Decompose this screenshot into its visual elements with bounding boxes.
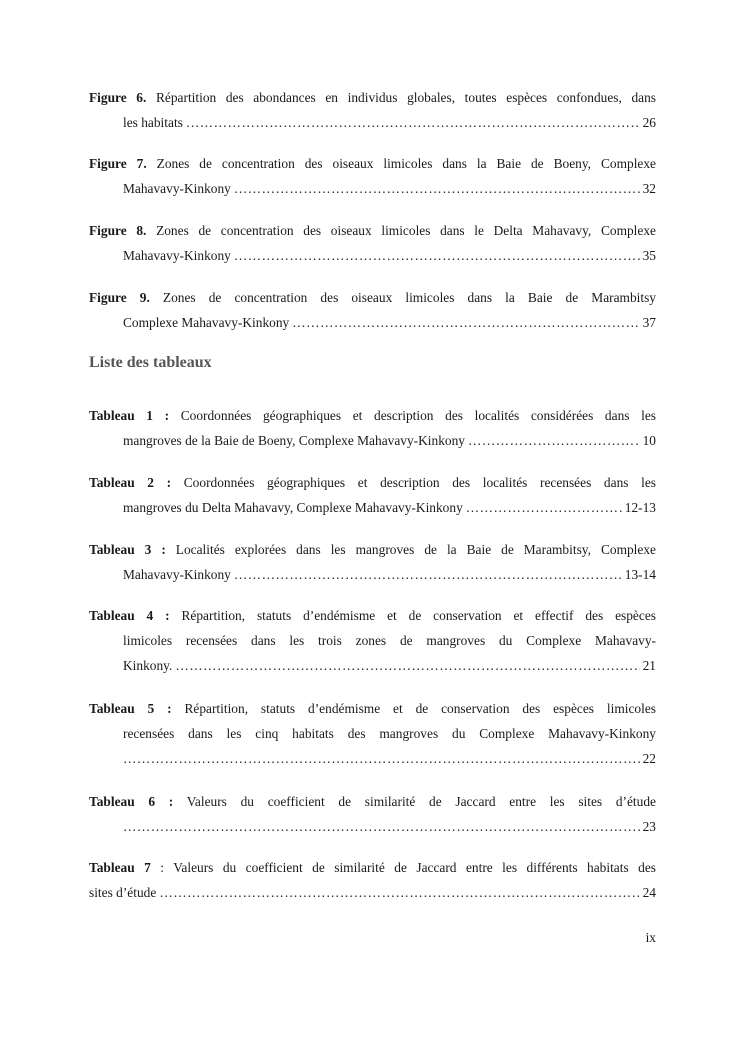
table-entry [89, 789, 656, 839]
entry-label: Tableau 5 : [89, 701, 172, 716]
entry-line [89, 696, 656, 721]
leader-dots [159, 880, 639, 905]
entry-text: Répartition des abondances en individus globales, toutes espèces confondues, dans [155, 90, 656, 105]
entry-page[interactable]: 35 [642, 248, 656, 263]
table-entry [89, 603, 656, 678]
entry-line [89, 176, 656, 201]
entry-page[interactable]: 32 [642, 181, 656, 196]
entry-line [89, 151, 656, 176]
leader-dots [466, 495, 622, 520]
entry-text: Kinkony. [123, 658, 173, 673]
entry-line [89, 110, 656, 135]
entry-text: Coordonnées géographiques et description des localités recensées dans les [183, 475, 656, 490]
entry-page[interactable]: 21 [642, 658, 656, 673]
entry-page[interactable]: 37 [642, 315, 656, 330]
table-entry [89, 537, 656, 587]
entry-line [89, 85, 656, 110]
entry-text: limicoles recensées dans les trois zones de mangroves du Complexe Mahavavy- [123, 633, 656, 648]
entry-label: Tableau 4 : [89, 608, 170, 623]
leader-dots [292, 310, 639, 335]
table-entry [89, 470, 656, 520]
entry-label: Figure 9. [89, 290, 150, 305]
entry-text: Localités explorées dans les mangroves de la Baie de Marambitsy, Complexe [175, 542, 656, 557]
entry-text: Valeurs du coefficient de similarité de Jaccard entre les sites d’étude [186, 794, 656, 809]
entry-line [89, 562, 656, 587]
entry-line [89, 285, 656, 310]
entry-label: Tableau 2 : [89, 475, 172, 490]
entry-line [89, 470, 656, 495]
entry-text: Zones de concentration des oiseaux limicoles dans la Baie de Boeny, Complexe [156, 156, 656, 171]
entry-text: les habitats [123, 115, 183, 130]
entry-line [89, 403, 656, 428]
entry-text: : Valeurs du coefficient de similarité de Jaccard entre les différents habitats des [160, 860, 656, 875]
figure-entry [89, 151, 656, 201]
section-heading: Liste des tableaux [89, 354, 212, 371]
entry-text: Répartition, statuts d’endémisme et de conservation et effectif des espèces [181, 608, 656, 623]
entry-line [89, 814, 656, 839]
leader-dots [234, 562, 622, 587]
entry-text: Coordonnées géographiques et description des localités considérées dans les [180, 408, 656, 423]
entry-label: Figure 6. [89, 90, 147, 105]
entry-page[interactable]: 23 [642, 819, 656, 834]
entry-label: Tableau 3 : [89, 542, 166, 557]
entry-text: Répartition, statuts d’endémisme et de conservation des espèces limicoles [184, 701, 656, 716]
leader-dots [123, 814, 640, 839]
entry-text: Zones de concentration des oiseaux limicoles dans la Baie de Marambitsy [162, 290, 656, 305]
entry-line [89, 603, 656, 628]
leader-dots [123, 746, 640, 771]
entry-line [89, 537, 656, 562]
page-number: ix [645, 930, 656, 945]
entry-line [89, 310, 656, 335]
document-page [89, 0, 656, 1053]
entry-text: sites d’étude [89, 885, 157, 900]
entry-text: mangroves de la Baie de Boeny, Complexe Mahavavy-Kinkony [123, 433, 465, 448]
entry-line [89, 721, 656, 746]
entry-text: Complexe Mahavavy-Kinkony [123, 315, 290, 330]
leader-dots [175, 653, 639, 678]
entry-label: Figure 8. [89, 223, 147, 238]
entry-label: Tableau 7 [89, 860, 151, 875]
entry-label: Figure 7. [89, 156, 147, 171]
entry-line [89, 880, 656, 905]
entry-text: mangroves du Delta Mahavavy, Complexe Mahavavy-Kinkony [123, 500, 463, 515]
entry-page[interactable]: 24 [642, 885, 656, 900]
leader-dots [186, 110, 640, 135]
entry-line [89, 243, 656, 268]
entry-page[interactable]: 13-14 [624, 567, 656, 582]
entry-line [89, 495, 656, 520]
entry-line [89, 855, 656, 880]
entry-label: Tableau 6 : [89, 794, 174, 809]
entry-text: recensées dans les cinq habitats des mangroves du Complexe Mahavavy-Kinkony [123, 726, 656, 741]
figure-entry [89, 285, 656, 335]
leader-dots [234, 243, 640, 268]
entry-line [89, 653, 656, 678]
entry-page[interactable]: 12-13 [624, 500, 656, 515]
entry-line [89, 746, 656, 771]
entry-text: Mahavavy-Kinkony [123, 248, 231, 263]
entry-page[interactable]: 22 [642, 751, 656, 766]
table-entry [89, 855, 656, 905]
entry-text: Mahavavy-Kinkony [123, 181, 231, 196]
figure-entry [89, 218, 656, 268]
table-entry [89, 696, 656, 771]
entry-line [89, 218, 656, 243]
entry-line [89, 428, 656, 453]
entry-label: Tableau 1 : [89, 408, 170, 423]
entry-page[interactable]: 10 [642, 433, 656, 448]
entry-line [89, 789, 656, 814]
figure-entry [89, 85, 656, 135]
entry-text: Zones de concentration des oiseaux limicoles dans le Delta Mahavavy, Complexe [156, 223, 656, 238]
leader-dots [468, 428, 640, 453]
leader-dots [234, 176, 640, 201]
entry-line [89, 628, 656, 653]
table-entry [89, 403, 656, 453]
entry-page[interactable]: 26 [642, 115, 656, 130]
entry-text: Mahavavy-Kinkony [123, 567, 231, 582]
